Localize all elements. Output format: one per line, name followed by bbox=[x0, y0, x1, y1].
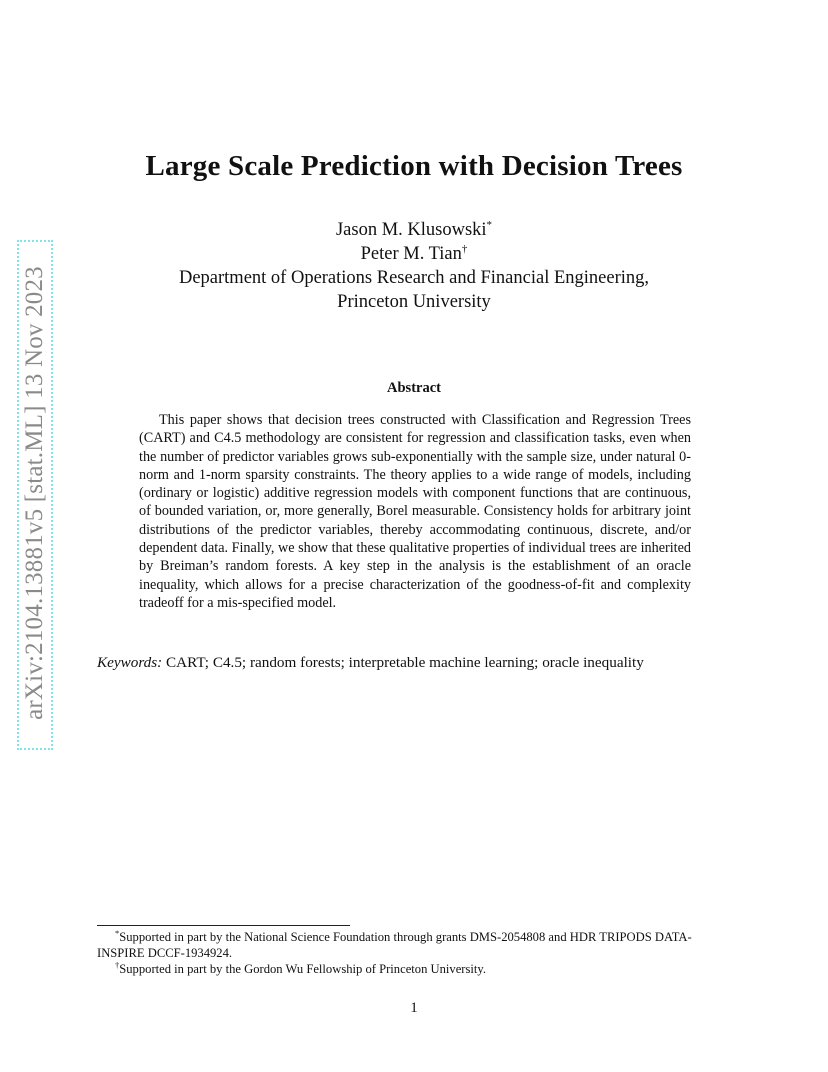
keywords-text: CART; C4.5; random forests; interpretable machine learning; oracle inequality bbox=[166, 654, 644, 671]
author-2-footnote-mark[interactable]: † bbox=[461, 242, 468, 255]
affiliation-line-1: Department of Operations Research and Financial Engineering, bbox=[178, 268, 650, 288]
paper-title: Large Scale Prediction with Decision Trees bbox=[145, 150, 683, 182]
footnote-2-mark: † bbox=[115, 959, 120, 970]
footnote-2 bbox=[97, 961, 733, 977]
abstract-heading: Abstract bbox=[387, 380, 441, 396]
author-1-footnote-mark[interactable]: * bbox=[486, 218, 493, 231]
author-1-name: Jason M. Klusowski bbox=[335, 220, 487, 240]
footnotes bbox=[97, 929, 733, 977]
author-1 bbox=[0, 218, 828, 242]
page-number: 1 bbox=[410, 1000, 418, 1016]
keywords-line bbox=[97, 654, 737, 672]
author-block bbox=[0, 218, 828, 314]
footnote-1-mark: * bbox=[115, 927, 120, 938]
keywords-label: Keywords: bbox=[97, 654, 163, 671]
footnote-1-text: Supported in part by the National Science Foundation through grants DMS-2054808 and HDR TRIPODS DATA-INSPIRE DCCF-1934924. bbox=[97, 930, 692, 960]
footnote-divider bbox=[97, 925, 350, 926]
author-2 bbox=[0, 242, 828, 266]
footnote-1 bbox=[97, 929, 733, 961]
footnote-2-text: Supported in part by the Gordon Wu Fellowship of Princeton University. bbox=[119, 962, 487, 976]
arxiv-identifier: arXiv:2104.13881v5 [stat.ML] 13 Nov 2023 bbox=[21, 266, 48, 720]
affiliation-line-2: Princeton University bbox=[337, 292, 491, 312]
abstract-text: This paper shows that decision trees constructed with Classification and Regression Trees (CART) and C4.5 methodology are consistent for regression and classification tasks, even when the number of predictor variables grows sub-exponentially with the sample size, under natural 0-norm and 1-norm sparsity constraints. The theory applies to a wide range of models, including (ordinary or logistic) additive regression models with component functions that are continuous, of bounded variation, or, more generally, Borel measurable. Consistency holds for arbitrary joint distributions of the predictor variables, thereby accommodating continuous, discrete, and/or dependent data. Finally, we show that these qualitative properties of individual trees are inherited by Breiman’s random forests. A key step in the analysis is the establishment of an oracle inequality, which allows for a precise characterization of the goodness-of-fit and complexity tradeoff for a mis-specified model. bbox=[139, 412, 691, 611]
author-2-name: Peter M. Tian bbox=[360, 244, 462, 264]
